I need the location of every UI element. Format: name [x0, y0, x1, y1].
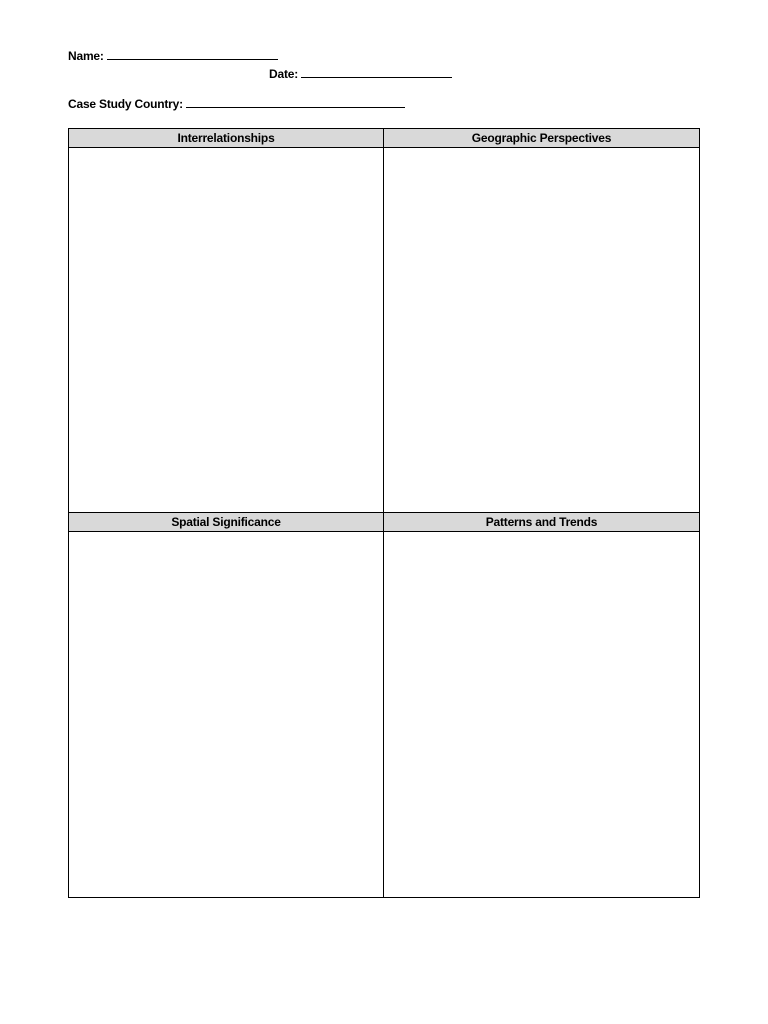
cell-header-patterns-and-trends: Patterns and Trends: [384, 513, 699, 532]
date-field: [269, 65, 452, 81]
cell-header-interrelationships: Interrelationships: [69, 129, 383, 148]
country-label: Case Study Country:: [68, 97, 183, 111]
cell-body-patterns-and-trends[interactable]: [384, 532, 699, 897]
name-field: [68, 47, 278, 63]
cell-header-geographic-perspectives: Geographic Perspectives: [384, 129, 699, 148]
cell-geographic-perspectives: [384, 129, 699, 513]
cell-header-spatial-significance: Spatial Significance: [69, 513, 383, 532]
cell-interrelationships: [69, 129, 384, 513]
cell-patterns-and-trends: [384, 513, 699, 897]
cell-body-geographic-perspectives[interactable]: [384, 148, 699, 512]
name-label: Name:: [68, 49, 104, 63]
country-input-line[interactable]: [186, 95, 405, 108]
date-label: Date:: [269, 67, 299, 81]
organizer-table: [68, 128, 700, 898]
cell-spatial-significance: [69, 513, 384, 897]
date-input-line[interactable]: [301, 65, 452, 78]
cell-body-spatial-significance[interactable]: [69, 532, 383, 897]
country-field: [68, 95, 405, 111]
cell-body-interrelationships[interactable]: [69, 148, 383, 512]
name-input-line[interactable]: [107, 47, 278, 60]
